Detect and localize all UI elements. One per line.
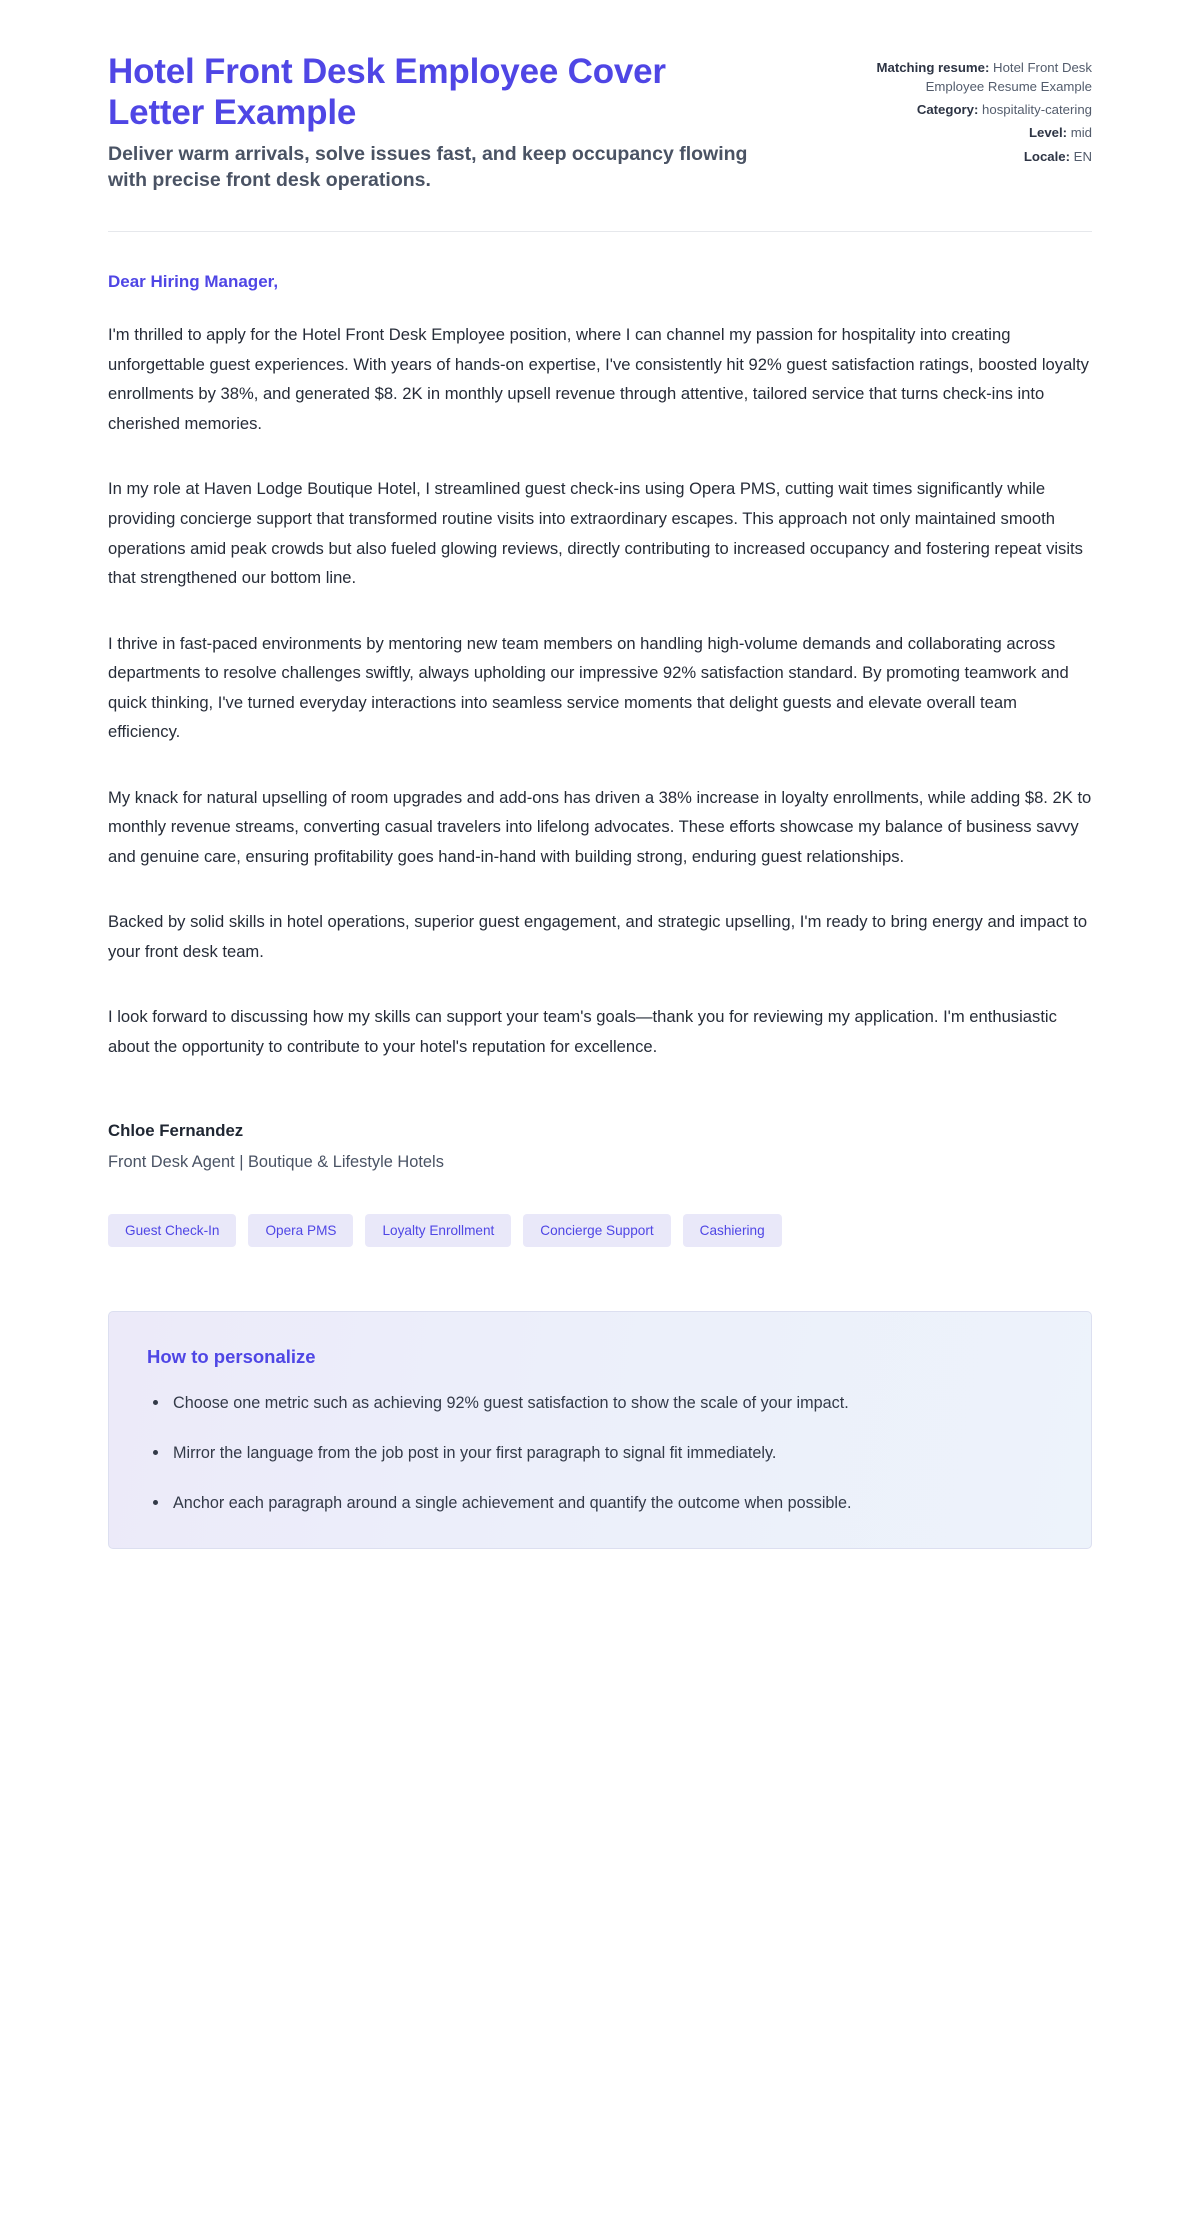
meta-label-category: Category: <box>916 102 979 118</box>
letter-paragraph: I thrive in fast-paced environments by mentoring new team members on handling high-volume demands and collaborating across departments to resolve challenges swiftly, always upholding our impressive 92% satisfaction standard. By promoting teamwork and quick thinking, I've turned everyday interactions into seamless service moments that delight guests and elevate overall team efficiency. <box>108 633 1069 742</box>
page-subtitle: Deliver warm arrivals, solve issues fast, and keep occupancy flowing with precise front desk operations. <box>108 142 748 191</box>
meta-value-locale: EN <box>1073 148 1092 164</box>
letter-paragraph: Backed by solid skills in hotel operations, superior guest engagement, and strategic upselling, I'm ready to bring energy and impact to your front desk team. <box>108 912 1088 961</box>
skill-tag[interactable]: Guest Check-In <box>108 1214 236 1247</box>
meta-label-locale: Locale: <box>1023 148 1070 164</box>
skill-tag[interactable]: Loyalty Enrollment <box>365 1214 511 1247</box>
callout-item-text: Mirror the language from the job post in your first paragraph to signal fit immediately. <box>173 1444 777 1463</box>
letter-paragraph: I'm thrilled to apply for the Hotel Front Desk Employee position, where I can channel my passion for hospitality into creating unforgettable guest experiences. With years of hands-on expertise, I've consistently hit 92% guest satisfaction ratings, boosted loyalty enrollments by 38%, and generated $8. 2K in monthly upsell revenue through attentive, tailored service that turns check-ins into cherished memories. <box>108 325 1089 433</box>
meta-value-category: hospitality-catering <box>982 102 1092 118</box>
meta-row-level <box>862 123 1092 142</box>
skill-tag[interactable]: Opera PMS <box>248 1214 353 1247</box>
signature-role: Front Desk Agent | Boutique & Lifestyle Hotels <box>108 1153 444 1172</box>
callout-item-text: Anchor each paragraph around a single achievement and quantify the outcome when possible. <box>173 1494 852 1513</box>
letter-salutation: Dear Hiring Manager, <box>108 272 279 292</box>
meta-value-matching-resume: Hotel Front Desk Employee Resume Example <box>925 60 1092 95</box>
signature-name: Chloe Fernandez <box>108 1121 244 1141</box>
letter-paragraph: In my role at Haven Lodge Boutique Hotel, I streamlined guest check-ins using Opera PMS, cutting wait times significantly while providing concierge support that transformed routine visits into extraordinary escapes. This approach not only maintained smooth operations amid peak crowds but also fueled glowing reviews, directly contributing to increased occupancy and fostering repeat visits that strengthened our bottom line. <box>108 479 1083 588</box>
meta-value-level: mid <box>1070 125 1092 141</box>
letter-paragraph: My knack for natural upselling of room upgrades and add-ons has driven a 38% increase in loyalty enrollments, while adding $8. 2K to monthly revenue streams, converting casual travelers into lifelong advocates. These efforts showcase my balance of business savvy and genuine care, ensuring profitability goes hand-in-hand with building strong, enduring guest relationships. <box>108 787 1092 866</box>
meta-row-category <box>862 100 1092 119</box>
metadata-block <box>862 52 1092 170</box>
callout-list-item <box>147 1390 1053 1418</box>
bullet-icon <box>153 1400 158 1405</box>
callout-title: How to personalize <box>147 1346 316 1368</box>
callout-item-text: Choose one metric such as achieving 92% guest satisfaction to show the scale of your impact. <box>173 1394 849 1413</box>
skill-tag[interactable]: Concierge Support <box>523 1214 670 1247</box>
bullet-icon <box>153 1500 158 1505</box>
meta-label-level: Level: <box>1028 125 1068 141</box>
meta-row-matching-resume <box>862 58 1092 96</box>
signature-block <box>108 1097 1092 1172</box>
callout-list-item <box>147 1490 1053 1518</box>
meta-row-locale <box>862 147 1092 166</box>
personalize-callout <box>108 1311 1092 1549</box>
letter-paragraph: I look forward to discussing how my skills can support your team's goals—thank you for reviewing my application. I'm enthusiastic about the opportunity to contribute to your hotel's reputation for excellence. <box>108 1007 1057 1056</box>
meta-label-matching-resume: Matching resume: <box>876 60 990 75</box>
callout-list <box>147 1390 1053 1518</box>
page-header <box>108 0 1092 193</box>
header-title-block <box>108 52 768 193</box>
page-title: Hotel Front Desk Employee Cover Letter Example <box>108 52 666 132</box>
skill-tag-list <box>108 1172 1092 1247</box>
bullet-icon <box>153 1450 158 1455</box>
letter-body <box>108 232 1092 1247</box>
callout-list-item <box>147 1440 1053 1468</box>
skill-tag[interactable]: Cashiering <box>683 1214 782 1247</box>
